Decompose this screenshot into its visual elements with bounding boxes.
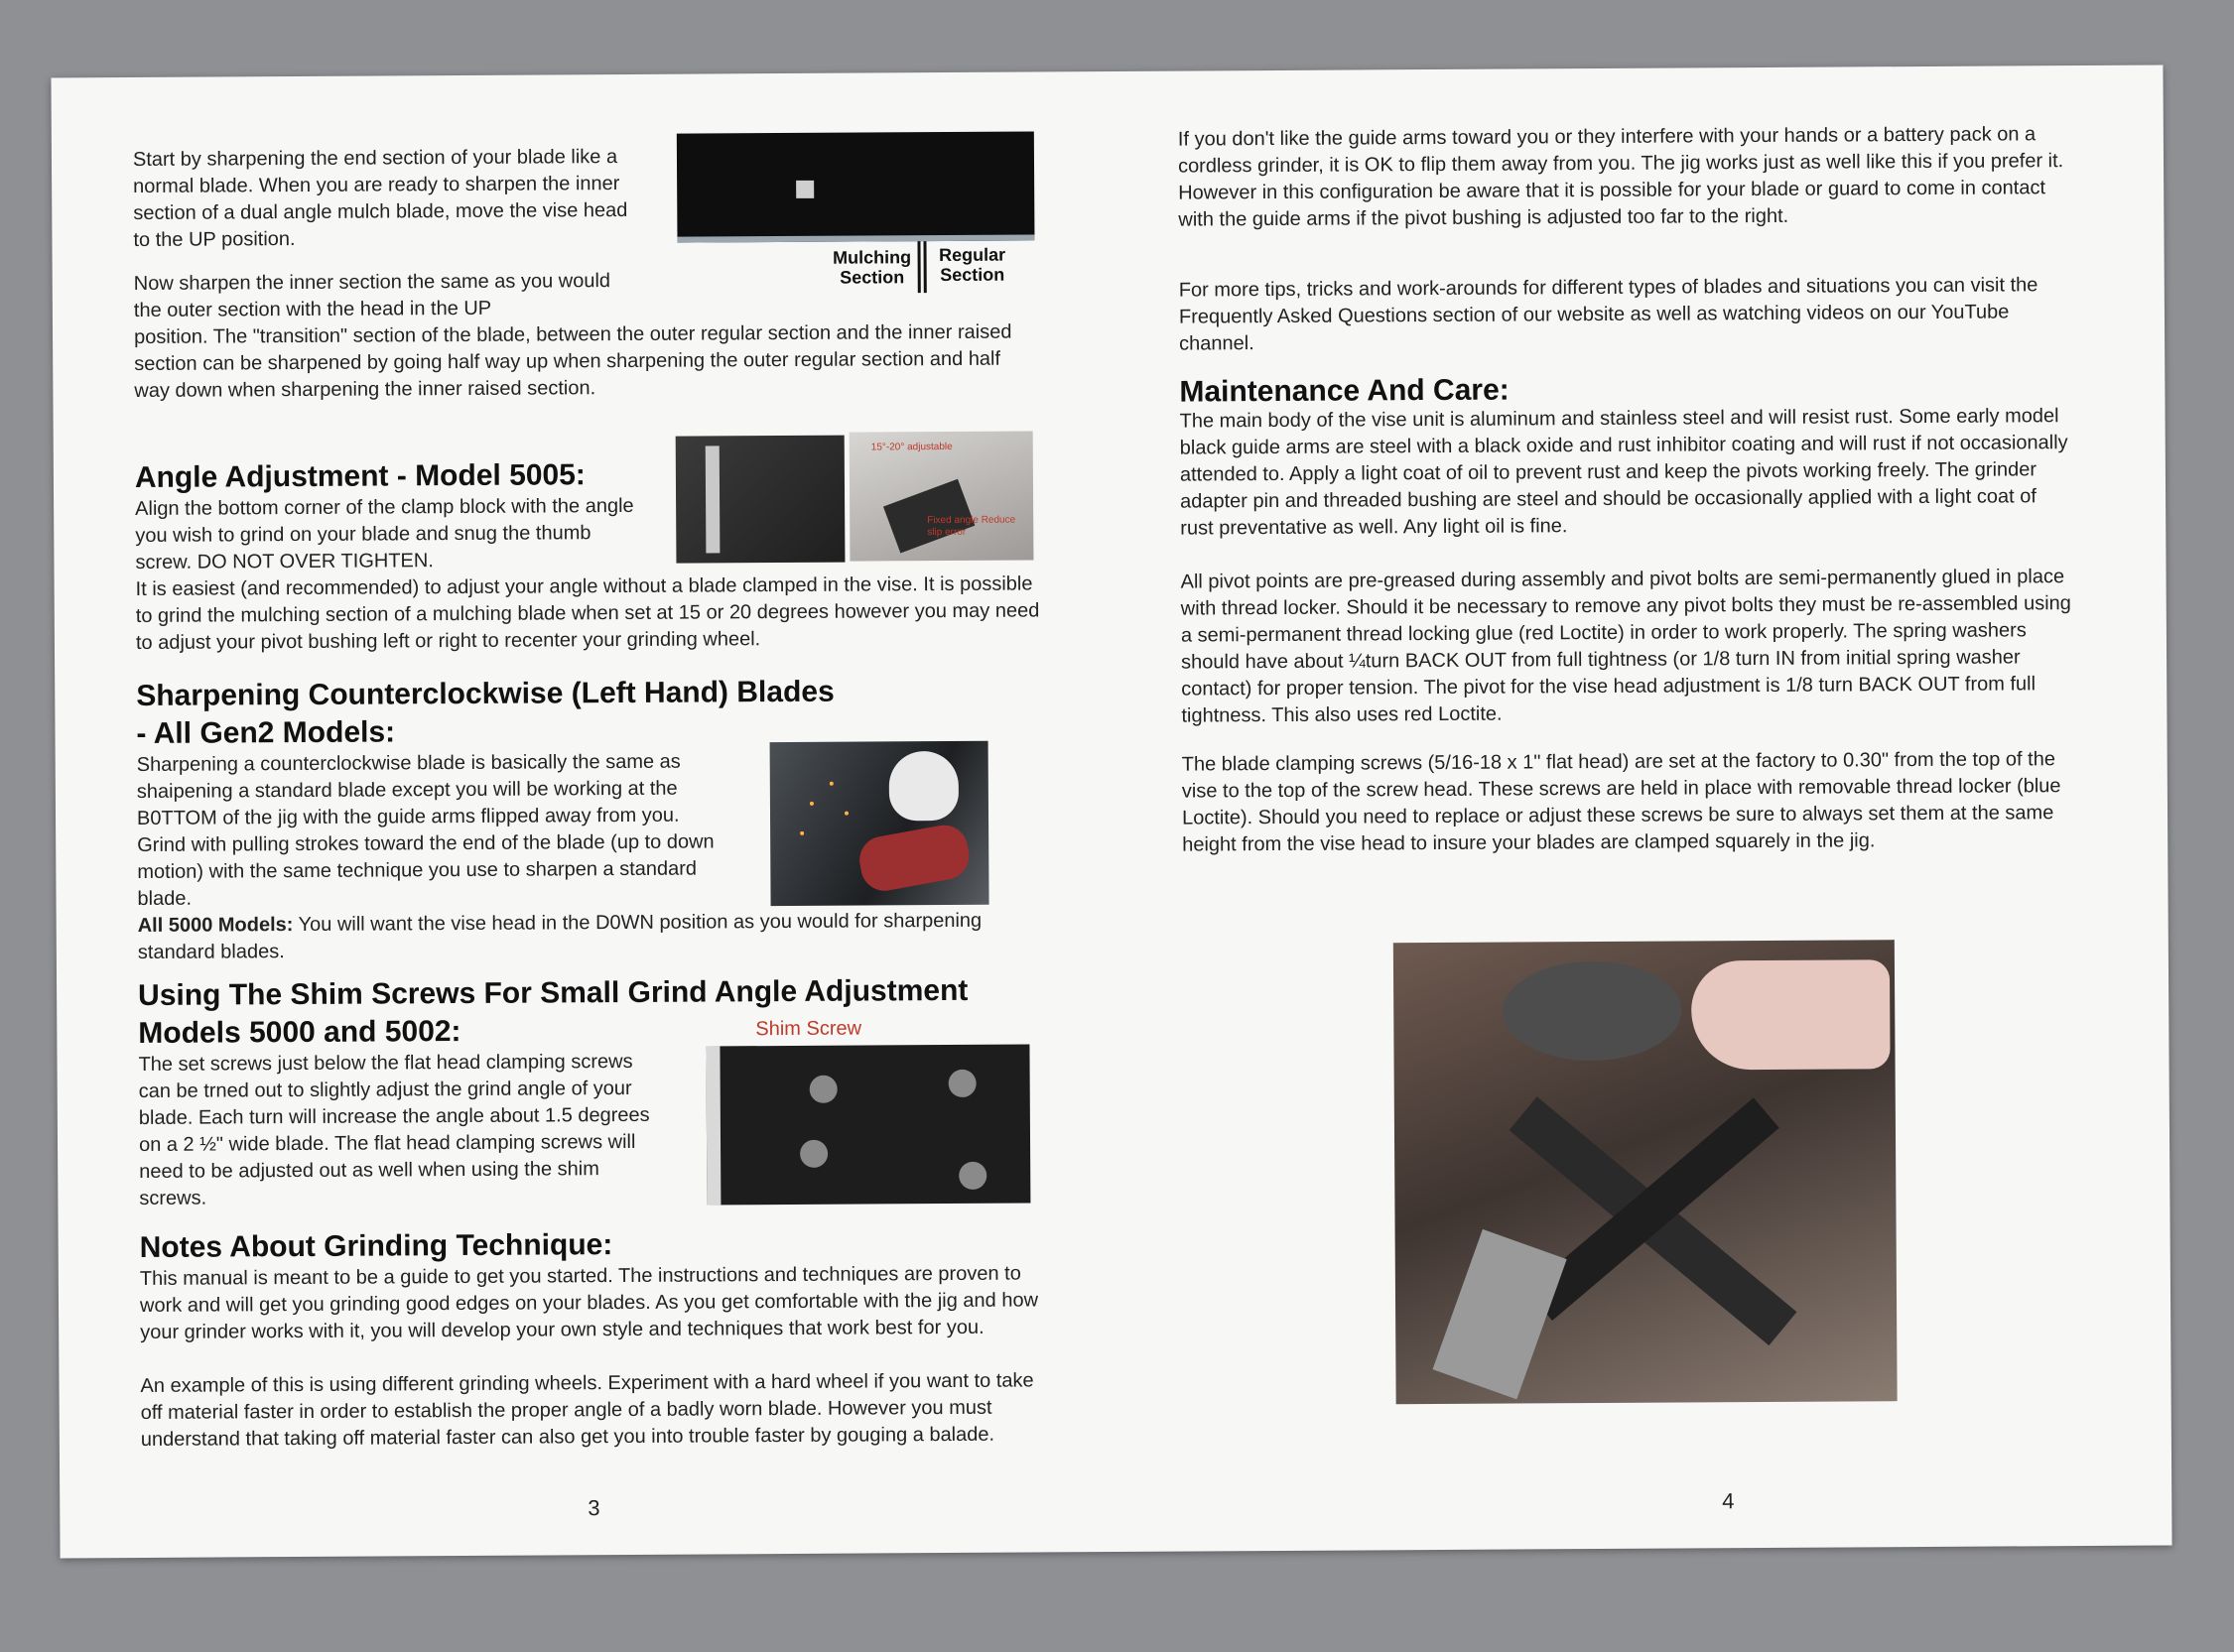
angle-photo-left (676, 436, 846, 564)
left-page (132, 71, 1104, 1558)
blade-hole (796, 181, 814, 198)
angle-photo-label-top: 15°-20° adjustable (870, 441, 953, 453)
section-divider-line-2 (923, 241, 926, 293)
ccw-heading-line-2: - All Gen2 Models: (136, 715, 396, 750)
manual-sheet (51, 65, 2171, 1559)
angle-photo-label-bottom: Fixed angle Reduce slip error (927, 514, 1016, 539)
maintenance-paragraph-3: The blade clamping screws (5/16-18 x 1" flat head) are set at the factory to 0.30" from the top of the vise to the top of the screw head. These screws are held in place with removable thread locker (blue Loctite). Should you need to replace or adjust these screws be sure to always set them at the same height from the vise head to insure your blades are clamped squarely in the jig. (1181, 748, 2061, 856)
blade-diagram-image (677, 131, 1035, 242)
angle-paragraph-2: It is easiest (and recommended) to adjust your angle without a blade clamped in the vise. It is possible to grind the mulching section of a mulching blade when set at 15 or 20 degrees however you may need to adjust your pivot bushing left or right to recenter your grinding wheel. (135, 572, 1040, 655)
right-page (1177, 65, 2079, 1551)
shim-heading-line-2: Models 5000 and 5002: (138, 1015, 461, 1050)
angle-adjustment-heading: Angle Adjustment - Model 5005: (134, 458, 586, 495)
shim-screw-label: Shim Screw (755, 1017, 862, 1041)
maintenance-paragraph-2: All pivot points are pre-greased during assembly and pivot bolts are semi-permanently glued in place with thread locker. Should it be necessary to remove any pivot bolts they must be re-assembled using a semi-permanent thread locking glue (red Loctite) in order to work properly. The spring washers should have about ¼turn BACK OUT from full tightness (or 1/8 turn IN from initial spring washer contact) for proper tension. The pivot for the vise head adjustment is 1/8 turn BACK OUT from full tightness. This also uses red Loctite. (1180, 566, 2071, 727)
guide-arms-paragraph: If you don't like the guide arms toward you or they interfere with your hands or a battery pack on a cordless grinder, it is OK to flip them away from you. The jig works just as well like this if you prefer it. However in this configuration be aware that it is possible for your blade or guard to come in contact with the guide arms if the pivot bushing is adjusted too far to the right. (1177, 123, 2064, 231)
intro-paragraph-2-top: Now sharpen the inner section the same as you would the outer section with the head in the UP (133, 270, 611, 322)
grinding-photo (770, 741, 989, 906)
ccw-paragraph-2-text: You will want the vise head in the D0WN position as you would for sharpening standard blades. (137, 909, 983, 963)
notes-paragraph-2: An example of this is using different grinding wheels. Experiment with a hard wheel if you want to take off material faster in order to establish the proper angle of a badly worn blade. However you must understand that taking off material faster can also get you into trouble faster by gouging a balade. (140, 1369, 1034, 1451)
intro-paragraph-1: Start by sharpening the end section of your blade like a normal blade. When you are ready to sharpen the inner section of a dual angle mulch blade, move the vise head to the UP position. (132, 146, 628, 252)
regular-section-label: Regular Section (938, 244, 1006, 286)
maintenance-paragraph-1: The main body of the vise unit is aluminum and stainless steel and will resist rust. Some early model black guide arms are steel with a black oxide and rust inhibitor coating and will rust if not occasionally attended to. Apply a light coat of oil to prevent rust and keep the pivots working freely. The grinder adapter pin and threaded bushing are steel and should be occasionally applied with a light coat of rust preventative as well. Any light oil is fine. (1179, 405, 2068, 540)
jig-in-use-photo (1393, 940, 1898, 1404)
shim-heading-line-1: Using The Shim Screws For Small Grind Angle Adjustment (138, 973, 969, 1012)
intro-paragraph-2-rest: position. The "transition" section of the blade, between the outer regular section and the inner raised section can be sharpened by going half way up when sharpening the outer regular section and half way down when sharpening the inner raised section. (133, 320, 1012, 403)
angle-paragraph-1: Align the bottom corner of the clamp block with the angle you wish to grind on your blade and snug the thumb screw. DO NOT OVER TIGHTEN. (135, 494, 634, 574)
page-number-right: 4 (1722, 1488, 1735, 1514)
section-divider-line (917, 241, 920, 293)
shim-paragraph: The set screws just below the flat head clamping screws can be trned out to slightly adjust the grind angle of your blade. Each turn will increase the angle about 1.5 degrees on a 2 ½" wide blade. The flat head clamping screws will need to be adjusted out as well when using the shim screws. (138, 1050, 650, 1209)
tips-paragraph: For more tips, tricks and work-arounds for different types of blades and situations you can visit the Frequently Asked Questions section of our website as well as watching videos on our YouTube channel. (1178, 274, 2038, 355)
notes-paragraph-1: This manual is meant to be a guide to get you started. The instructions and techniques are proven to work and will get you grinding good edges on your blades. As you get comfortable with the jig and how your grinder works with it, you will develop your own style and techniques that work best for you. (139, 1262, 1039, 1343)
maintenance-heading: Maintenance And Care: (1179, 373, 1510, 409)
angle-photo-right (850, 431, 1034, 561)
notes-heading: Notes About Grinding Technique: (139, 1228, 613, 1264)
shim-screw-photo (706, 1045, 1030, 1206)
ccw-heading-line-1: Sharpening Counterclockwise (Left Hand) Blades (136, 675, 835, 713)
mulching-section-label: Mulching Section (833, 247, 912, 288)
ccw-paragraph-1: Sharpening a counterclockwise blade is basically the same as shaipening a standard blade except you will be working at the B0TTOM of the jig with the guide arms flipped away from you. Grind with pulling strokes toward the end of the blade (up to down motion) with the same technique you use to sharpen a standard blade. (136, 750, 715, 910)
ccw-bold-lead: All 5000 Models: (137, 914, 294, 937)
page-number-left: 3 (588, 1495, 600, 1521)
ccw-paragraph-2 (138, 907, 1031, 965)
